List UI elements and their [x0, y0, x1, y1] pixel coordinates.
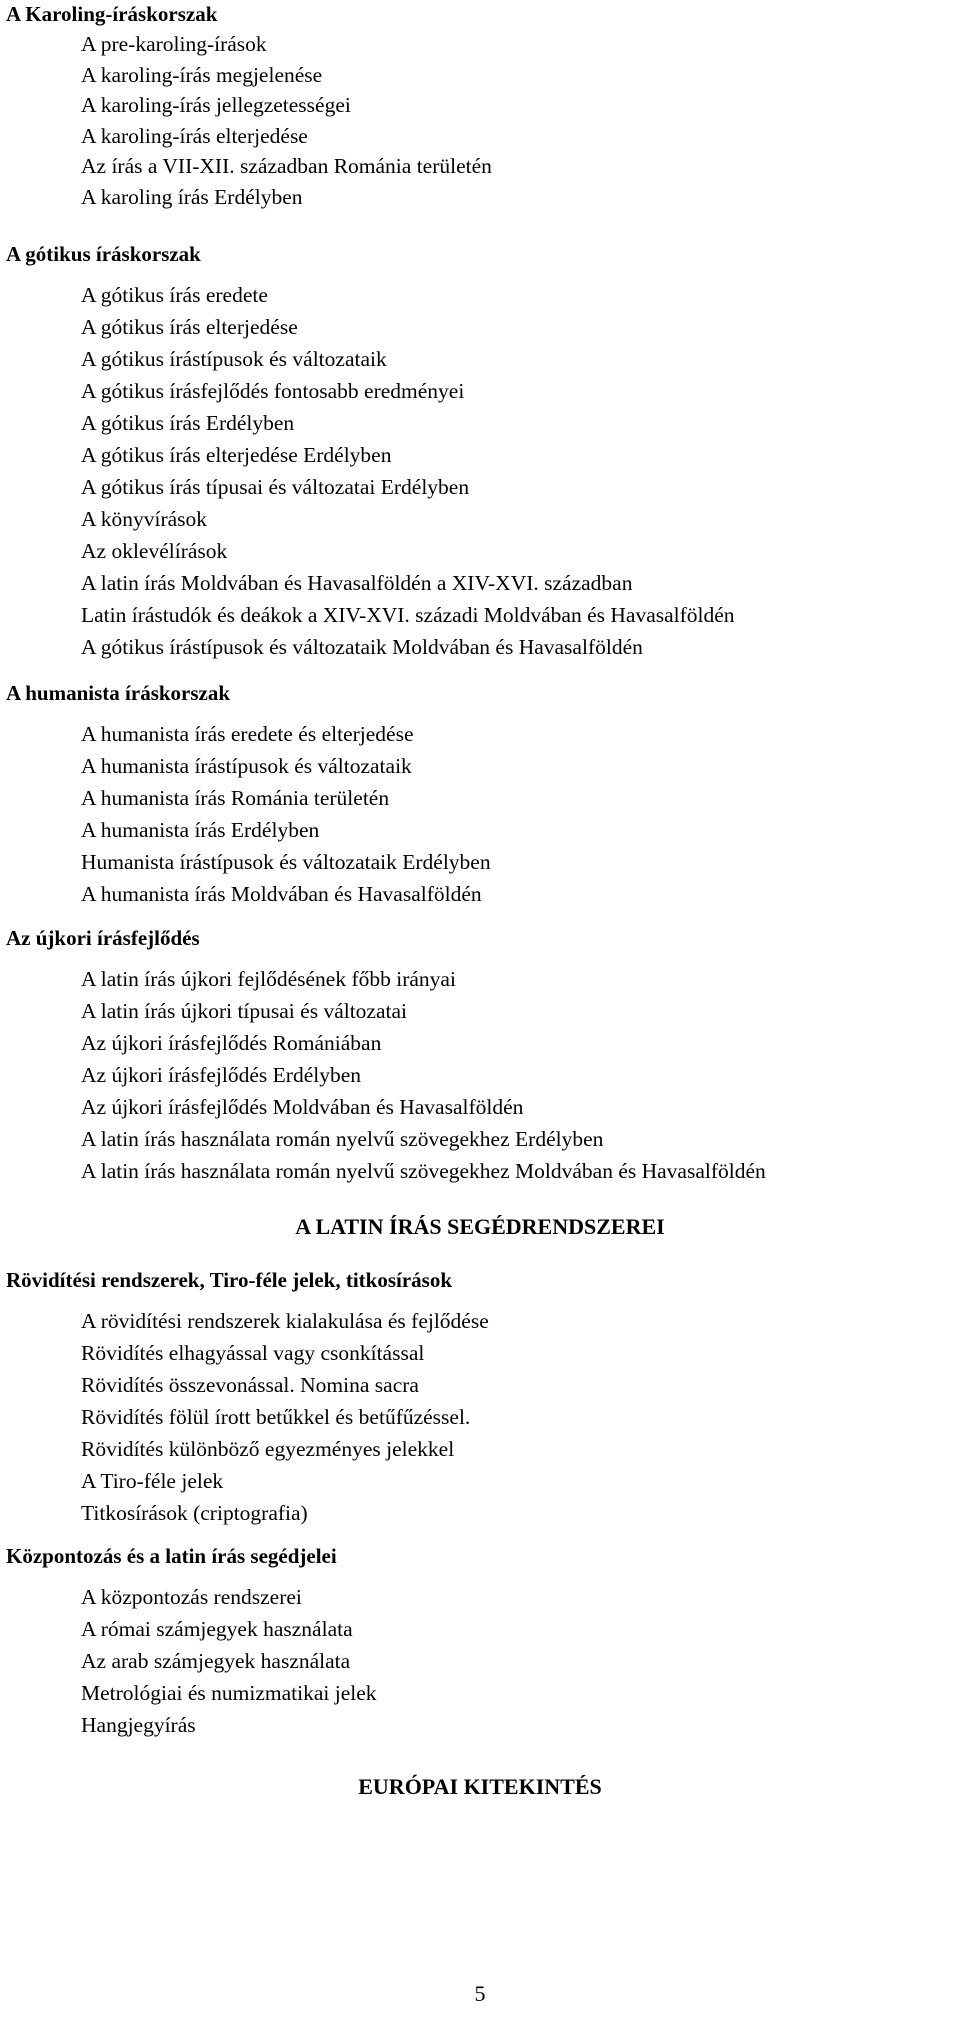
section-item-list — [6, 29, 492, 212]
section-heading: A humanista íráskorszak — [6, 681, 231, 705]
section-heading: A Karoling-íráskorszak — [6, 2, 218, 26]
list-item: A karoling írás Erdélyben — [81, 184, 303, 209]
list-item: A karoling-írás megjelenése — [81, 62, 323, 87]
section-heading: Rövidítési rendszerek, Tiro-féle jelek, titkosírások — [6, 1268, 453, 1292]
list-item: A gótikus írás Erdélyben — [81, 411, 295, 435]
section-heading: Központozás és a latin írás segédjelei — [6, 1544, 337, 1568]
list-item: A központozás rendszerei — [81, 1585, 302, 1609]
list-item: A gótikus írástípusok és változataik — [81, 347, 387, 371]
list-item: A humanista írás Moldvában és Havasalföldén — [81, 882, 482, 906]
section-rovidites — [6, 1264, 489, 1529]
list-item: A könyvírások — [81, 507, 208, 531]
list-item: A latin írás újkori fejlődésének főbb irányai — [81, 967, 456, 991]
list-item: A rövidítési rendszerek kialakulása és fejlődése — [81, 1309, 489, 1333]
list-item: A gótikus írástípusok és változataik Moldvában és Havasalföldén — [81, 635, 643, 659]
list-item: Az újkori írásfejlődés Erdélyben — [81, 1063, 362, 1087]
list-item: Az írás a VII-XII. században Románia területén — [81, 154, 492, 178]
section-item-list — [6, 718, 491, 910]
list-item: Metrológiai és numizmatikai jelek — [81, 1681, 377, 1705]
section-ujkori — [6, 922, 766, 1187]
list-item: A gótikus írás elterjedése — [81, 315, 298, 339]
list-item: A római számjegyek használata — [81, 1617, 353, 1641]
section-item-list — [6, 963, 766, 1187]
list-item: Rövidítés különböző egyezményes jelekkel — [81, 1437, 455, 1461]
list-item: A Tiro-féle jelek — [81, 1469, 224, 1493]
list-item: Az újkori írásfejlődés Moldvában és Havasalföldén — [81, 1095, 524, 1119]
section-karoling — [6, 0, 492, 212]
section-heading: A gótikus íráskorszak — [6, 242, 201, 266]
list-item: A latin írás újkori típusai és változatai — [81, 999, 408, 1023]
list-item: Rövidítés elhagyással vagy csonkítással — [81, 1341, 425, 1365]
list-item: A gótikus írásfejlődés fontosabb eredményei — [81, 379, 465, 403]
section-item-list — [6, 279, 735, 663]
list-item: A gótikus írás elterjedése Erdélyben — [81, 443, 392, 467]
list-item: A latin írás Moldvában és Havasalföldén a XIV-XVI. században — [81, 571, 633, 595]
list-item: Rövidítés fölül írott betűkkel és betűfűzéssel. — [81, 1405, 471, 1429]
section-gotikus — [6, 238, 735, 663]
list-item: Rövidítés összevonással. Nomina sacra — [81, 1373, 419, 1397]
list-item: Hangjegyírás — [81, 1713, 196, 1737]
list-item: A latin írás használata román nyelvű szövegekhez Moldvában és Havasalföldén — [81, 1159, 766, 1183]
list-item: A pre-karoling-írások — [81, 32, 267, 56]
list-item: Latin írástudók és deákok a XIV-XVI. századi Moldvában és Havasalföldén — [81, 603, 735, 627]
chapter-title: EURÓPAI KITEKINTÉS — [358, 1774, 602, 1799]
list-item: A gótikus írás eredete — [81, 283, 268, 307]
section-kozpontozas — [6, 1540, 377, 1741]
section-item-list — [6, 1305, 489, 1529]
chapter-title: A LATIN ÍRÁS SEGÉDRENDSZEREI — [295, 1214, 665, 1239]
section-humanista — [6, 677, 491, 910]
list-item: A karoling-írás elterjedése — [81, 123, 308, 148]
section-heading: Az újkori írásfejlődés — [6, 926, 200, 950]
list-item: Az újkori írásfejlődés Romániában — [81, 1031, 382, 1055]
list-item: Titkosírások (criptografia) — [81, 1501, 308, 1525]
list-item: A humanista írás Románia területén — [81, 786, 390, 810]
list-item: Humanista írástípusok és változataik Erdélyben — [81, 850, 491, 874]
section-item-list — [6, 1581, 377, 1741]
list-item: Az oklevélírások — [81, 539, 228, 563]
list-item: A humanista írás Erdélyben — [81, 818, 320, 842]
page-number: 5 — [474, 1981, 486, 2006]
list-item: Az arab számjegyek használata — [81, 1649, 351, 1673]
list-item: A gótikus írás típusai és változatai Erdélyben — [81, 475, 470, 499]
list-item: A latin írás használata román nyelvű szövegekhez Erdélyben — [81, 1127, 604, 1151]
list-item: A humanista írás eredete és elterjedése — [81, 722, 414, 746]
list-item: A karoling-írás jellegzetességei — [81, 93, 351, 117]
list-item: A humanista írástípusok és változataik — [81, 754, 412, 778]
